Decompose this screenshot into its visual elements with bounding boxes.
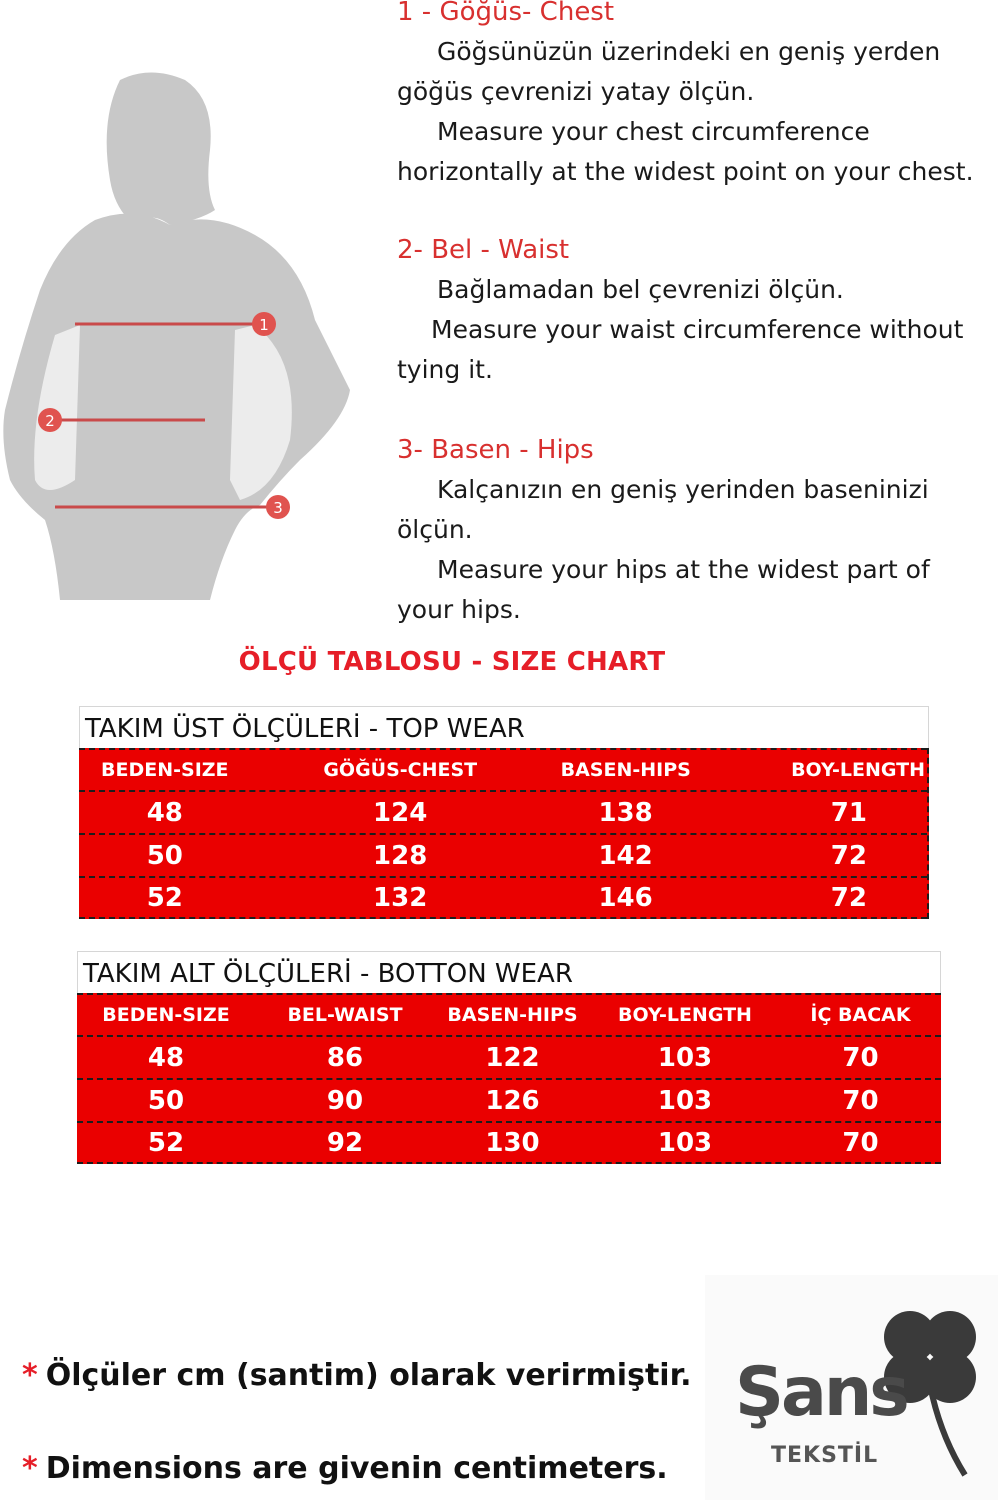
silhouette-illustration xyxy=(0,60,360,600)
table-cell: 132 xyxy=(373,882,428,913)
marker-2 xyxy=(38,408,62,432)
logo-subtitle: TEKSTİL xyxy=(771,1443,879,1468)
hips-en-line1: Measure your hips at the widest part of xyxy=(437,555,930,584)
column-header: BASEN-HIPS xyxy=(560,759,691,781)
table-cell: 92 xyxy=(326,1127,364,1158)
column-header: BEDEN-SIZE xyxy=(101,759,229,781)
table-cell: 130 xyxy=(485,1127,540,1158)
table-cell: 124 xyxy=(373,797,428,828)
marker-1 xyxy=(252,312,276,336)
table-row xyxy=(79,876,927,919)
table-row xyxy=(77,1078,941,1121)
svg-text:1: 1 xyxy=(259,316,269,334)
top-wear-table xyxy=(79,706,929,919)
waist-title: 2- Bel - Waist xyxy=(397,235,570,265)
table-cell: 48 xyxy=(147,1042,185,1073)
table-cell: 70 xyxy=(842,1127,879,1158)
table-cell: 128 xyxy=(373,840,428,871)
column-header: BASEN-HIPS xyxy=(447,1004,578,1026)
table-cell: 72 xyxy=(830,882,867,913)
column-header: BOY-LENGTH xyxy=(791,759,925,781)
table-cell: 50 xyxy=(146,840,183,871)
hips-title: 3- Basen - Hips xyxy=(397,435,594,465)
chest-title: 1 - Göğüs- Chest xyxy=(397,0,615,27)
table-cell: 103 xyxy=(657,1127,713,1158)
size-chart-title: ÖLÇÜ TABLOSU - SIZE CHART xyxy=(238,647,666,677)
table-cell: 52 xyxy=(147,1127,185,1158)
table-cell: 146 xyxy=(598,882,653,913)
table-cell: 90 xyxy=(326,1085,364,1116)
table-cell: 48 xyxy=(146,797,183,828)
table-cell: 122 xyxy=(485,1042,540,1073)
top-wear-table-body xyxy=(79,748,929,919)
sans-tekstil-logo xyxy=(705,1275,998,1500)
table-row xyxy=(79,833,927,876)
body-measurement-figure xyxy=(0,60,360,600)
column-header: BOY-LENGTH xyxy=(618,1004,752,1026)
bottom-wear-table-body xyxy=(77,993,941,1164)
top-wear-table-title: TAKIM ÜST ÖLÇÜLERİ - TOP WEAR xyxy=(79,706,929,748)
svg-text:3: 3 xyxy=(273,499,283,517)
table-header-row xyxy=(79,748,927,790)
table-row xyxy=(77,1035,941,1078)
marker-3 xyxy=(266,495,290,519)
table-cell: 70 xyxy=(842,1042,879,1073)
column-header: BEDEN-SIZE xyxy=(102,1004,230,1026)
note-text: Ölçüler cm (santim) olarak verirmiştir. xyxy=(45,1358,692,1393)
waist-tr-line1: Bağlamadan bel çevrenizi ölçün. xyxy=(437,275,844,304)
chest-tr-line2: göğüs çevrenizi yatay ölçün. xyxy=(397,77,755,106)
note-text: Dimensions are givenin centimeters. xyxy=(45,1451,668,1486)
note-units-en xyxy=(22,1451,668,1486)
chest-tr-line1: Göğsünüzün üzerindeki en geniş yerden xyxy=(437,37,941,66)
table-header-row xyxy=(77,993,941,1035)
chest-en-line1: Measure your chest circumference xyxy=(437,117,870,146)
chest-en-line2: horizontally at the widest point on your chest. xyxy=(397,157,974,186)
asterisk: * xyxy=(22,1451,38,1486)
hips-instruction xyxy=(397,430,997,630)
chest-instruction xyxy=(397,0,997,192)
table-cell: 72 xyxy=(830,840,867,871)
table-cell: 103 xyxy=(657,1085,713,1116)
waist-en-line2: tying it. xyxy=(397,355,493,384)
waist-en-line1: Measure your waist circumference without xyxy=(431,315,964,344)
note-units-tr xyxy=(22,1358,691,1393)
table-cell: 103 xyxy=(657,1042,713,1073)
table-cell: 70 xyxy=(842,1085,879,1116)
asterisk: * xyxy=(22,1358,38,1393)
waist-instruction xyxy=(397,230,997,390)
table-cell: 52 xyxy=(146,882,183,913)
hips-en-line2: your hips. xyxy=(397,595,521,624)
table-cell: 138 xyxy=(598,797,653,828)
table-cell: 126 xyxy=(485,1085,540,1116)
svg-text:2: 2 xyxy=(45,412,55,430)
bottom-wear-table xyxy=(77,951,941,1164)
table-row xyxy=(77,1121,941,1164)
table-cell: 50 xyxy=(147,1085,185,1116)
hips-tr-line1: Kalçanızın en geniş yerinden baseninizi xyxy=(437,475,929,504)
table-cell: 86 xyxy=(326,1042,364,1073)
table-cell: 142 xyxy=(598,840,653,871)
bottom-wear-table-title: TAKIM ALT ÖLÇÜLERİ - BOTTON WEAR xyxy=(77,951,941,993)
table-cell: 71 xyxy=(830,797,867,828)
hips-tr-line2: ölçün. xyxy=(397,515,473,544)
column-header: GÖĞÜS-CHEST xyxy=(323,759,478,781)
table-row xyxy=(79,790,927,833)
logo-wordmark: Şans xyxy=(735,1353,907,1432)
column-header: BEL-WAIST xyxy=(287,1004,403,1026)
column-header: İÇ BACAK xyxy=(810,1004,911,1026)
